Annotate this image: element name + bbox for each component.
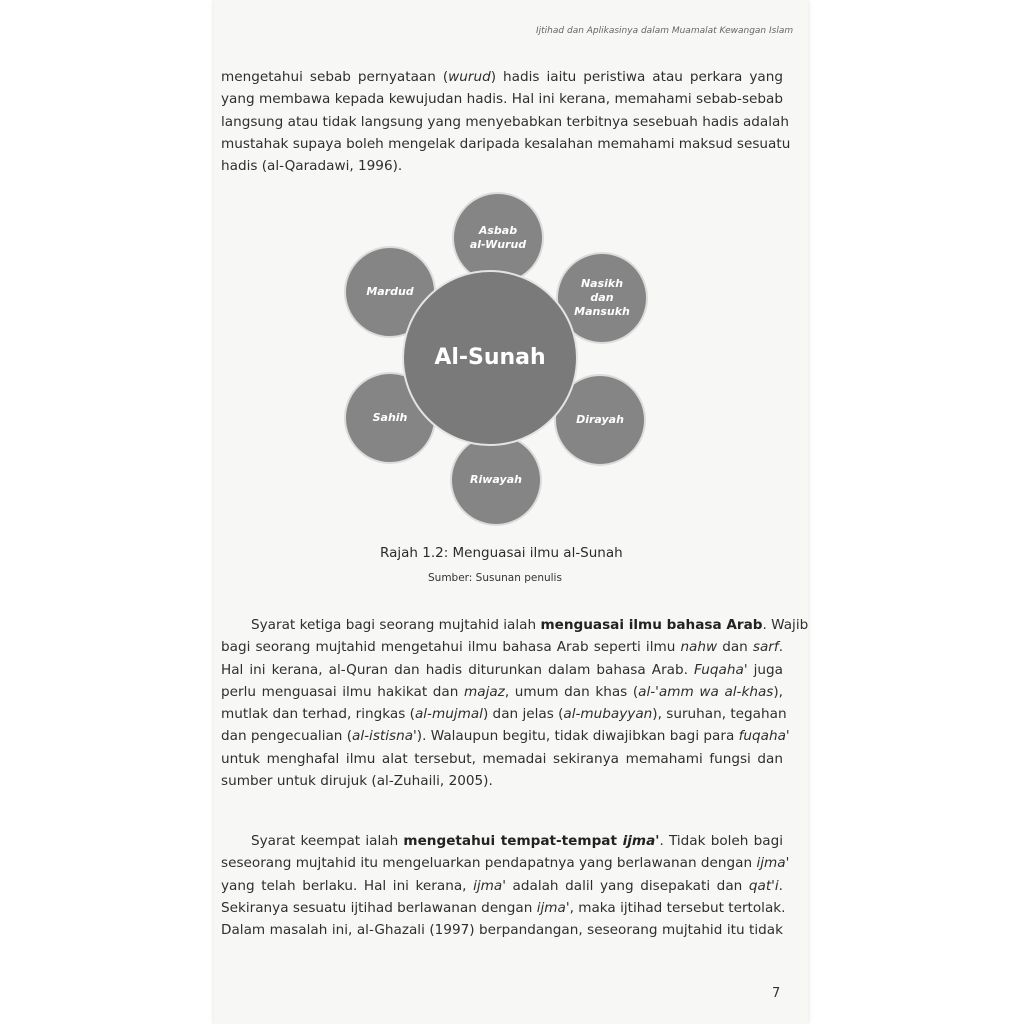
text-line: bagi seorang mujtahid mengetahui ilmu bahasa Arab seperti ilmu nahw dan sarf. xyxy=(221,639,784,656)
page-number: 7 xyxy=(772,986,781,1001)
circle-mardud: Mardud xyxy=(344,246,436,338)
text-line: Sekiranya sesuatu ijtihad berlawanan dengan ijma', maka ijtihad tersebut tertolak. xyxy=(221,899,786,916)
text-line: sumber untuk dirujuk (al-Zuhaili, 2005). xyxy=(221,773,493,790)
text-line: perlu menguasai ilmu hakikat dan majaz, umum dan khas (al-'amm wa al-khas), xyxy=(221,683,783,700)
circle-dirayah: Dirayah xyxy=(554,374,646,466)
circle-sahih: Sahih xyxy=(344,372,436,464)
text-line: dan pengecualian (al-istisna'). Walaupun begitu, tidak diwajibkan bagi para fuqaha' xyxy=(221,728,790,745)
text-line: langsung atau tidak langsung yang menyebabkan terbitnya sesebuah hadis adalah xyxy=(221,113,789,130)
circle-nasikh-dan-mansukh: Nasikh dan Mansukh xyxy=(556,252,648,344)
circle-asbab-al-wurud: Asbab al-Wurud xyxy=(452,192,544,284)
text-line: yang telah berlaku. Hal ini kerana, ijma' adalah dalil yang disepakati dan qat'i. xyxy=(221,877,783,894)
running-header: Ijtihad dan Aplikasinya dalam Muamalat Kewangan Islam xyxy=(536,26,794,36)
paragraph-1 xyxy=(221,66,791,177)
text-line: seseorang mujtahid itu mengeluarkan pendapatnya yang berlawanan dengan ijma' xyxy=(221,855,790,872)
text-line: Hal ini kerana, al-Quran dan hadis diturunkan dalam bahasa Arab. Fuqaha' juga xyxy=(221,661,783,678)
circle-riwayah: Riwayah xyxy=(450,434,542,526)
text-line: Syarat ketiga bagi seorang mujtahid ialah menguasai ilmu bahasa Arab. Wajib xyxy=(251,617,809,633)
text-line: yang membawa kepada kewujudan hadis. Hal ini kerana, memahami sebab-sebab xyxy=(221,91,783,108)
text-line: Dalam masalah ini, al-Ghazali (1997) berpandangan, seseorang mujtahid itu tidak xyxy=(221,922,783,939)
paragraph-3 xyxy=(221,830,790,941)
text-line: hadis (al-Qaradawi, 1996). xyxy=(221,158,403,175)
text-line: mustahak supaya boleh mengelak daripada kesalahan memahami maksud sesuatu xyxy=(221,135,791,152)
text-line: mengetahui sebab pernyataan (wurud) hadis iaitu peristiwa atau perkara yang xyxy=(221,69,783,85)
text-line: mutlak dan terhad, ringkas (al-mujmal) dan jelas (al-mubayyan), suruhan, tegahan xyxy=(221,706,787,723)
paragraph-2 xyxy=(221,614,809,792)
circle-al-sunah: Al-Sunah xyxy=(402,270,578,446)
al-sunah-diagram xyxy=(340,192,660,532)
text-line: Syarat keempat ialah mengetahui tempat-tempat ijma'. Tidak boleh bagi xyxy=(251,833,783,849)
figure-caption: Rajah 1.2: Menguasai ilmu al-Sunah xyxy=(380,545,623,561)
text-line: untuk menghafal ilmu alat tersebut, memadai sekiranya memahami fungsi dan xyxy=(221,750,783,767)
figure-source: Sumber: Susunan penulis xyxy=(428,572,562,584)
